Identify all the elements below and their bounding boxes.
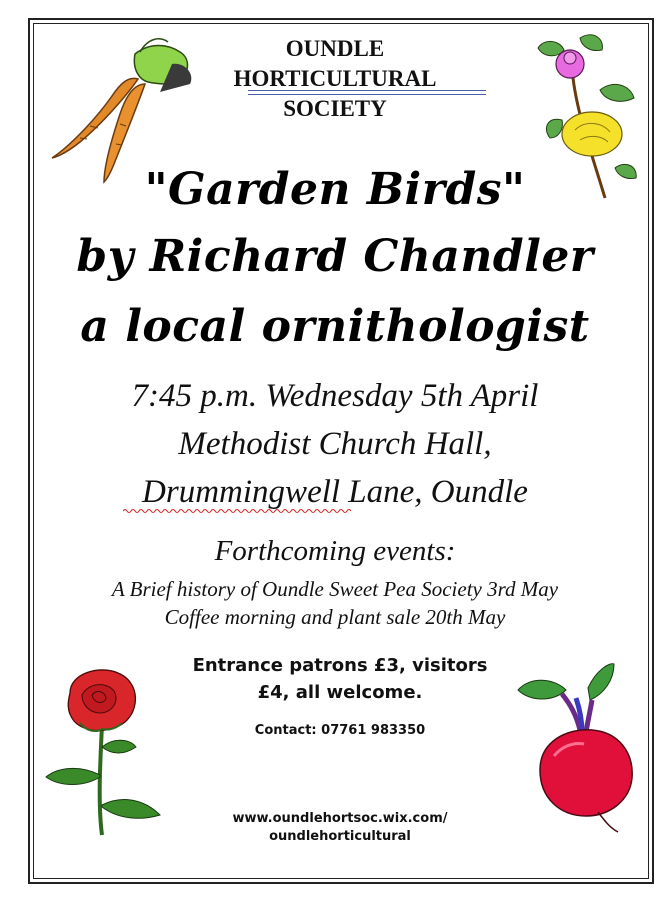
beetroot-icon bbox=[510, 660, 645, 835]
spellcheck-underline bbox=[123, 508, 351, 514]
entrance-fees-line2: £4, all welcome. bbox=[257, 682, 423, 703]
event-address: Drummingwell Lane, Oundle bbox=[142, 474, 528, 510]
talk-speaker: by Richard Chandler bbox=[76, 231, 594, 282]
forthcoming-events-heading: Forthcoming events: bbox=[214, 535, 456, 567]
website-url-line2[interactable]: oundlehorticultural bbox=[269, 829, 411, 844]
event-venue: Methodist Church Hall, bbox=[178, 426, 492, 462]
contact-phone: Contact: 07761 983350 bbox=[254, 723, 426, 738]
event-item: Coffee morning and plant sale 20th May bbox=[164, 605, 506, 629]
society-name-line1: OUNDLE bbox=[285, 36, 385, 61]
entrance-fees-line1: Entrance patrons £3, visitors bbox=[192, 655, 488, 676]
event-datetime: 7:45 p.m. Wednesday 5th April bbox=[131, 378, 539, 414]
society-name-line2: HORTICULTURAL bbox=[233, 66, 437, 91]
talk-speaker-role: a local ornithologist bbox=[80, 301, 590, 352]
society-name-line3: SOCIETY bbox=[283, 96, 387, 121]
event-item: A Brief history of Oundle Sweet Pea Society 3rd May bbox=[111, 577, 559, 601]
talk-title: "Garden Birds" bbox=[144, 164, 526, 215]
website-url-line1[interactable]: www.oundlehortsoc.wix.com/ bbox=[232, 811, 448, 826]
